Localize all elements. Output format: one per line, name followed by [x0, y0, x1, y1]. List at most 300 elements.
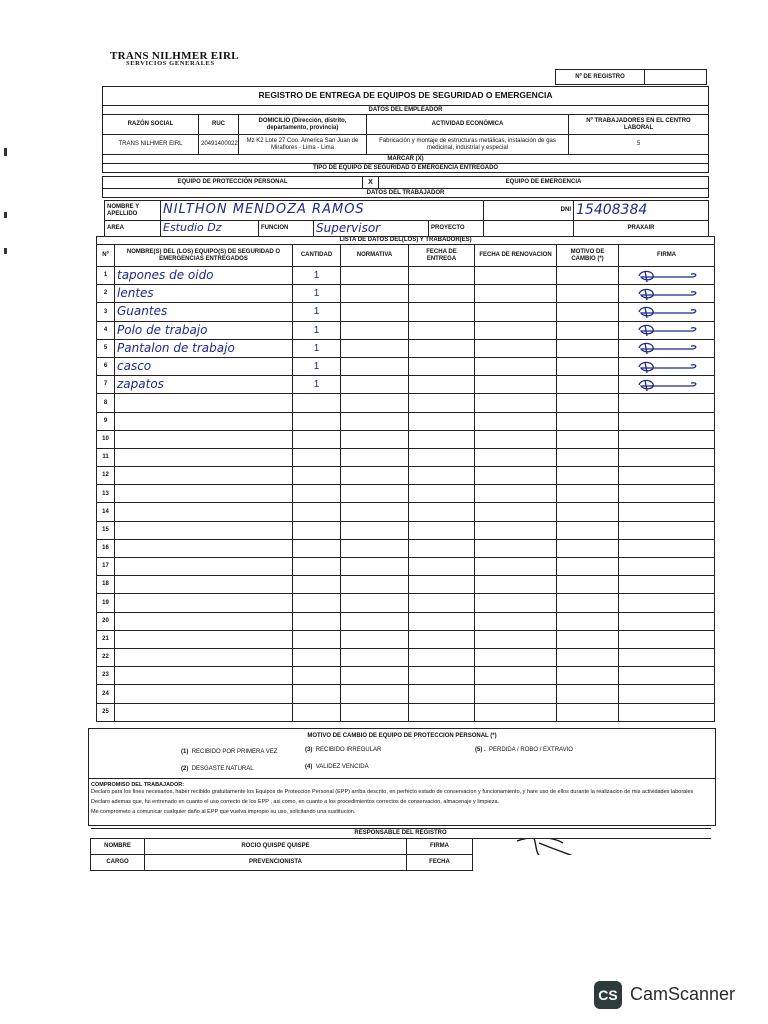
resp-nombre-label: NOMBRE	[91, 839, 145, 855]
resp-fecha-value[interactable]	[473, 855, 711, 871]
row-motivo[interactable]	[557, 357, 619, 375]
tipo-emergencia: EQUIPO DE EMERGENCIA	[379, 177, 709, 189]
row-number: 22	[97, 648, 115, 666]
row-number: 20	[97, 612, 115, 630]
row-cantidad[interactable]: 1	[293, 376, 341, 394]
row-normativa[interactable]	[341, 394, 409, 412]
row-normativa[interactable]	[341, 267, 409, 285]
col-header-normativa: NORMATIVA	[341, 245, 409, 267]
row-fecha-renovacion[interactable]	[475, 612, 557, 630]
row-normativa[interactable]	[341, 285, 409, 303]
row-fecha-entrega[interactable]	[409, 648, 475, 666]
row-fecha-renovacion[interactable]	[475, 376, 557, 394]
row-cantidad[interactable]	[293, 467, 341, 485]
row-fecha-entrega[interactable]	[409, 630, 475, 648]
row-cantidad[interactable]	[293, 539, 341, 557]
table-row	[97, 303, 715, 321]
row-fecha-entrega[interactable]	[409, 539, 475, 557]
row-fecha-renovacion[interactable]	[475, 648, 557, 666]
row-fecha-entrega[interactable]	[409, 594, 475, 612]
table-row	[97, 448, 715, 466]
row-equipo[interactable]: lentes	[115, 285, 293, 303]
razon-header: RAZÓN SOCIAL	[103, 115, 199, 135]
row-motivo[interactable]	[557, 576, 619, 594]
motivo-box	[88, 728, 716, 779]
table-row	[97, 703, 715, 721]
row-fecha-entrega[interactable]	[409, 485, 475, 503]
table-row	[97, 357, 715, 375]
row-equipo[interactable]	[115, 612, 293, 630]
row-fecha-renovacion[interactable]	[475, 285, 557, 303]
area-label: AREA	[105, 221, 161, 237]
resp-firma-label: FIRMA	[407, 839, 473, 855]
row-fecha-entrega[interactable]	[409, 285, 475, 303]
row-fecha-renovacion[interactable]	[475, 703, 557, 721]
row-fecha-renovacion[interactable]	[475, 448, 557, 466]
row-number: 9	[97, 412, 115, 430]
row-motivo[interactable]	[557, 376, 619, 394]
row-motivo[interactable]	[557, 594, 619, 612]
row-normativa[interactable]	[341, 430, 409, 448]
col-header-fecha-entrega: FECHA DE ENTREGA	[409, 245, 475, 267]
company-subtitle: SERVICIOS GENERALES	[126, 60, 215, 67]
row-normativa[interactable]	[341, 648, 409, 666]
row-cantidad[interactable]	[293, 521, 341, 539]
row-firma[interactable]	[619, 285, 715, 303]
row-fecha-renovacion[interactable]	[475, 357, 557, 375]
row-fecha-entrega[interactable]	[409, 612, 475, 630]
signature-icon	[635, 378, 699, 392]
empleador-section: DATOS DEL EMPLEADOR	[103, 106, 709, 115]
row-normativa[interactable]	[341, 521, 409, 539]
row-fecha-renovacion[interactable]	[475, 630, 557, 648]
signature-icon	[635, 341, 699, 355]
domicilio-value: Mz K2 Lote 27 Coo. America San Juan de Miraflores - Lima - Lima	[239, 135, 367, 155]
row-number: 18	[97, 576, 115, 594]
proyecto-value: PRAXAIR	[574, 221, 709, 237]
row-firma[interactable]	[619, 667, 715, 685]
row-normativa[interactable]	[341, 594, 409, 612]
row-normativa[interactable]	[341, 667, 409, 685]
row-firma[interactable]	[619, 412, 715, 430]
row-fecha-renovacion[interactable]	[475, 667, 557, 685]
row-fecha-entrega[interactable]	[409, 321, 475, 339]
row-motivo[interactable]	[557, 703, 619, 721]
row-cantidad[interactable]	[293, 558, 341, 576]
ruc-header: RUC	[199, 115, 239, 135]
row-number: 21	[97, 630, 115, 648]
row-firma[interactable]	[619, 467, 715, 485]
table-row	[97, 648, 715, 666]
signature-icon	[635, 287, 699, 301]
table-row	[97, 285, 715, 303]
resp-cargo-value: PREVENCIONISTA	[145, 855, 407, 871]
registro-value[interactable]	[645, 70, 706, 84]
table-row	[97, 594, 715, 612]
row-firma[interactable]	[619, 685, 715, 703]
row-equipo[interactable]: Pantalon de trabajo	[115, 339, 293, 357]
row-normativa[interactable]	[341, 703, 409, 721]
row-fecha-renovacion[interactable]	[475, 594, 557, 612]
row-number: 3	[97, 303, 115, 321]
tipo-section: TIPO DE EQUIPO DE SEGURIDAD O EMERGENCIA ENTREGADO	[103, 164, 709, 173]
row-firma[interactable]	[619, 394, 715, 412]
row-equipo[interactable]	[115, 503, 293, 521]
signature-icon	[513, 839, 633, 855]
compromiso-box	[88, 778, 716, 826]
row-motivo[interactable]	[557, 412, 619, 430]
signature-icon	[635, 269, 699, 283]
row-fecha-renovacion[interactable]	[475, 321, 557, 339]
col-header-motivo: MOTIVO DE CAMBIO (*)	[557, 245, 619, 267]
row-cantidad[interactable]	[293, 630, 341, 648]
row-equipo[interactable]	[115, 394, 293, 412]
row-firma[interactable]	[619, 303, 715, 321]
row-normativa[interactable]	[341, 485, 409, 503]
motivo-title: MOTIVO DE CAMBIO DE EQUIPO DE PROTECCION PERSONAL (*)	[307, 733, 497, 739]
table-row	[97, 576, 715, 594]
row-fecha-entrega[interactable]	[409, 503, 475, 521]
row-motivo[interactable]	[557, 521, 619, 539]
row-equipo[interactable]	[115, 630, 293, 648]
row-firma[interactable]	[619, 576, 715, 594]
row-motivo[interactable]	[557, 685, 619, 703]
row-cantidad[interactable]	[293, 412, 341, 430]
row-motivo[interactable]	[557, 285, 619, 303]
table-row	[97, 503, 715, 521]
row-motivo[interactable]	[557, 430, 619, 448]
row-firma[interactable]	[619, 612, 715, 630]
row-number: 8	[97, 394, 115, 412]
table-row	[97, 612, 715, 630]
row-firma[interactable]	[619, 430, 715, 448]
table-row	[97, 321, 715, 339]
row-number: 2	[97, 285, 115, 303]
table-row	[97, 267, 715, 285]
row-normativa[interactable]	[341, 303, 409, 321]
row-number: 4	[97, 321, 115, 339]
row-normativa[interactable]	[341, 558, 409, 576]
row-normativa[interactable]	[341, 412, 409, 430]
col-header-firma: FIRMA	[619, 245, 715, 267]
trabajador-section: DATOS DEL TRABAJADOR	[103, 189, 709, 198]
row-fecha-entrega[interactable]	[409, 339, 475, 357]
resp-cargo-label: CARGO	[91, 855, 145, 871]
row-motivo[interactable]	[557, 321, 619, 339]
row-normativa[interactable]	[341, 376, 409, 394]
row-fecha-entrega[interactable]	[409, 576, 475, 594]
row-equipo[interactable]	[115, 467, 293, 485]
actividad-header: ACTIVIDAD ECONÓMICA	[367, 115, 569, 135]
row-firma[interactable]	[619, 558, 715, 576]
lista-section: LISTA DE DATOS DEL(LOS) Y TRABADOR(ES)	[97, 237, 715, 245]
row-fecha-entrega[interactable]	[409, 558, 475, 576]
table-row	[97, 467, 715, 485]
row-motivo[interactable]	[557, 303, 619, 321]
responsable-table	[90, 828, 711, 871]
row-fecha-entrega[interactable]	[409, 448, 475, 466]
row-cantidad[interactable]	[293, 503, 341, 521]
row-cantidad[interactable]	[293, 430, 341, 448]
row-firma[interactable]	[619, 376, 715, 394]
row-number: 24	[97, 685, 115, 703]
col-header-cantidad: CANTIDAD	[293, 245, 341, 267]
row-normativa[interactable]	[341, 685, 409, 703]
row-firma[interactable]	[619, 521, 715, 539]
row-cantidad[interactable]	[293, 612, 341, 630]
row-fecha-entrega[interactable]	[409, 394, 475, 412]
table-row	[97, 539, 715, 557]
row-firma[interactable]	[619, 630, 715, 648]
resp-firma-value[interactable]	[473, 839, 711, 855]
row-motivo[interactable]	[557, 267, 619, 285]
table-row	[97, 339, 715, 357]
row-fecha-renovacion[interactable]	[475, 558, 557, 576]
motivo-option-2: (2) DESGASTE NATURAL	[181, 766, 254, 772]
items-table	[96, 236, 715, 722]
row-fecha-entrega[interactable]	[409, 685, 475, 703]
row-cantidad[interactable]	[293, 648, 341, 666]
row-motivo[interactable]	[557, 539, 619, 557]
compromiso-p2: Declaro ademas que, fui entrenado en cuanto el uso correcto de los EPP , asi como, en cuanto a los procedimientos correctos de conservacion, almacenaje y limpieza.	[91, 798, 500, 805]
row-fecha-entrega[interactable]	[409, 303, 475, 321]
motivo-option-1: (1) RECIBIDO POR PRIMERA VEZ	[181, 749, 278, 755]
row-equipo[interactable]	[115, 648, 293, 666]
domicilio-header: DOMICILIO (Dirección, distrito, departamento, provincia)	[239, 115, 367, 135]
area-value[interactable]: Estudio Dz	[161, 221, 259, 237]
registro-label: Nº DE REGISTRO	[556, 70, 645, 84]
row-cantidad[interactable]: 1	[293, 285, 341, 303]
row-fecha-renovacion[interactable]	[475, 412, 557, 430]
row-cantidad[interactable]: 1	[293, 321, 341, 339]
tipo-mark[interactable]: X	[363, 177, 379, 189]
table-row	[97, 685, 715, 703]
row-number: 13	[97, 485, 115, 503]
row-number: 12	[97, 467, 115, 485]
row-firma[interactable]	[619, 485, 715, 503]
row-normativa[interactable]	[341, 612, 409, 630]
row-motivo[interactable]	[557, 394, 619, 412]
proyecto-label: PROYECTO	[429, 221, 484, 237]
row-firma[interactable]	[619, 539, 715, 557]
row-equipo[interactable]	[115, 576, 293, 594]
funcion-label: FUNCION	[259, 221, 314, 237]
dni-value[interactable]: 15408384	[574, 201, 709, 221]
row-fecha-entrega[interactable]	[409, 703, 475, 721]
row-equipo[interactable]	[115, 558, 293, 576]
row-cantidad[interactable]	[293, 703, 341, 721]
row-number: 11	[97, 448, 115, 466]
header-form	[102, 86, 709, 173]
registro-box	[555, 69, 707, 85]
row-equipo[interactable]	[115, 412, 293, 430]
row-cantidad[interactable]	[293, 576, 341, 594]
row-normativa[interactable]	[341, 539, 409, 557]
row-motivo[interactable]	[557, 448, 619, 466]
row-cantidad[interactable]	[293, 685, 341, 703]
compromiso-p3: Me comprometo a comunicar cualquier daño al EPP que vuelva impropio su uso, solicitando una sustitucion.	[91, 808, 356, 815]
row-firma[interactable]	[619, 648, 715, 666]
row-normativa[interactable]	[341, 576, 409, 594]
motivo-option-5: (5) . PERDIDA / ROBO / EXTRAVIO	[475, 747, 573, 753]
camscanner-logo-icon: CS	[594, 981, 622, 1009]
row-equipo[interactable]	[115, 667, 293, 685]
row-number: 25	[97, 703, 115, 721]
row-motivo[interactable]	[557, 485, 619, 503]
row-equipo[interactable]	[115, 685, 293, 703]
row-number: 5	[97, 339, 115, 357]
col-header-equipo: NOMBRE(S) DEL (LOS) EQUIPO(S) DE SEGURIDAD O EMERGENCIAS ENTREGADOS	[115, 245, 293, 267]
row-number: 14	[97, 503, 115, 521]
row-number: 15	[97, 521, 115, 539]
row-firma[interactable]	[619, 339, 715, 357]
row-equipo[interactable]	[115, 521, 293, 539]
signature-icon	[635, 360, 699, 374]
row-normativa[interactable]	[341, 467, 409, 485]
marcar-label: MARCAR (X)	[103, 155, 709, 164]
row-motivo[interactable]	[557, 648, 619, 666]
row-firma[interactable]	[619, 321, 715, 339]
col-header-fecha-renovacion: FECHA DE RENOVACION	[475, 245, 557, 267]
row-normativa[interactable]	[341, 357, 409, 375]
camscanner-text: CamScanner	[630, 984, 736, 1004]
signature-icon	[635, 323, 699, 337]
row-normativa[interactable]	[341, 339, 409, 357]
table-row	[97, 394, 715, 412]
row-fecha-entrega[interactable]	[409, 467, 475, 485]
row-fecha-renovacion[interactable]	[475, 485, 557, 503]
row-fecha-renovacion[interactable]	[475, 467, 557, 485]
table-row	[97, 558, 715, 576]
table-row	[97, 485, 715, 503]
row-cantidad[interactable]	[293, 485, 341, 503]
row-fecha-renovacion[interactable]	[475, 339, 557, 357]
row-firma[interactable]	[619, 448, 715, 466]
row-number: 1	[97, 267, 115, 285]
row-cantidad[interactable]	[293, 667, 341, 685]
row-fecha-renovacion[interactable]	[475, 685, 557, 703]
signature-icon	[635, 305, 699, 319]
responsable-section: RESPONSABLE DEL REGISTRO	[91, 829, 711, 839]
compromiso-title: COMPROMISO DEL TRABAJADOR:	[91, 782, 185, 788]
row-normativa[interactable]	[341, 321, 409, 339]
row-firma[interactable]	[619, 503, 715, 521]
dni-label: DNI	[484, 201, 574, 221]
row-fecha-renovacion[interactable]	[475, 267, 557, 285]
resp-nombre-value: ROCIO QUISPE QUISPE	[145, 839, 407, 855]
row-equipo[interactable]: casco	[115, 357, 293, 375]
funcion-value[interactable]: Supervisor	[314, 221, 429, 237]
row-normativa[interactable]	[341, 448, 409, 466]
nombre-label: NOMBRE Y APELLIDO	[105, 201, 161, 221]
resp-fecha-label: FECHA	[407, 855, 473, 871]
row-fecha-renovacion[interactable]	[475, 521, 557, 539]
row-cantidad[interactable]: 1	[293, 267, 341, 285]
row-fecha-entrega[interactable]	[409, 430, 475, 448]
razon-value: TRANS NILHMER EIRL	[103, 135, 199, 155]
row-fecha-renovacion[interactable]	[475, 430, 557, 448]
compromiso-p1: Declaro para los fines necesarios, haber recibido gratuitamente los Equipos de Proteccion Personal (EPP) arriba descrito, en perfecto estado de conservacion y funcionamiento, y hare uso de ellos durante la realizacion de mis actividades laborales	[91, 788, 694, 795]
row-number: 17	[97, 558, 115, 576]
row-cantidad[interactable]	[293, 448, 341, 466]
row-normativa[interactable]	[341, 630, 409, 648]
row-equipo[interactable]: tapones de oido	[115, 267, 293, 285]
row-fecha-renovacion[interactable]	[475, 539, 557, 557]
row-motivo[interactable]	[557, 339, 619, 357]
row-equipo[interactable]	[115, 430, 293, 448]
row-motivo[interactable]	[557, 467, 619, 485]
row-equipo[interactable]	[115, 448, 293, 466]
row-fecha-renovacion[interactable]	[475, 576, 557, 594]
row-number: 6	[97, 357, 115, 375]
company-name: TRANS NILHMER EIRL SERVICIOS GENERALES	[110, 50, 239, 67]
row-equipo[interactable]	[115, 485, 293, 503]
row-equipo[interactable]	[115, 539, 293, 557]
row-fecha-entrega[interactable]	[409, 412, 475, 430]
row-equipo[interactable]: zapatos	[115, 376, 293, 394]
row-number: 16	[97, 539, 115, 557]
row-motivo[interactable]	[557, 503, 619, 521]
row-equipo[interactable]: Guantes	[115, 303, 293, 321]
row-motivo[interactable]	[557, 558, 619, 576]
row-cantidad[interactable]: 1	[293, 357, 341, 375]
nombre-value[interactable]: NILTHON MENDOZA RAMOS	[161, 201, 484, 221]
row-fecha-entrega[interactable]	[409, 357, 475, 375]
row-fecha-renovacion[interactable]	[475, 303, 557, 321]
trabajador-block	[104, 200, 709, 237]
row-motivo[interactable]	[557, 667, 619, 685]
row-equipo[interactable]	[115, 594, 293, 612]
row-fecha-entrega[interactable]	[409, 267, 475, 285]
row-firma[interactable]	[619, 594, 715, 612]
ruc-value: 20491400022	[199, 135, 239, 155]
row-normativa[interactable]	[341, 503, 409, 521]
row-fecha-entrega[interactable]	[409, 667, 475, 685]
table-row	[97, 521, 715, 539]
trabajadores-header: Nº TRABAJADORES EN EL CENTRO LABORAL	[569, 115, 709, 135]
row-equipo[interactable]: Polo de trabajo	[115, 321, 293, 339]
table-row	[97, 667, 715, 685]
col-header-n: Nº	[97, 245, 115, 267]
motivo-option-4: (4) VALIDEZ VENCIDA	[305, 764, 369, 770]
table-row	[97, 630, 715, 648]
row-cantidad[interactable]: 1	[293, 339, 341, 357]
row-cantidad[interactable]: 1	[293, 303, 341, 321]
row-equipo[interactable]	[115, 703, 293, 721]
row-number: 19	[97, 594, 115, 612]
row-fecha-entrega[interactable]	[409, 376, 475, 394]
table-row	[97, 412, 715, 430]
row-fecha-renovacion[interactable]	[475, 394, 557, 412]
row-firma[interactable]	[619, 357, 715, 375]
row-fecha-renovacion[interactable]	[475, 503, 557, 521]
motivo-option-3: (3) RECIBIDO IRREGULAR	[305, 747, 382, 753]
form-title: REGISTRO DE ENTREGA DE EQUIPOS DE SEGURIDAD O EMERGENCIA	[103, 87, 709, 106]
row-cantidad[interactable]	[293, 594, 341, 612]
row-firma[interactable]	[619, 267, 715, 285]
row-number: 7	[97, 376, 115, 394]
row-fecha-entrega[interactable]	[409, 521, 475, 539]
row-motivo[interactable]	[557, 630, 619, 648]
table-row	[97, 430, 715, 448]
actividad-value: Fabricación y montaje de estructuras metálicas, instalación de gas medicinal, industrial y especial	[367, 135, 569, 155]
row-firma[interactable]	[619, 703, 715, 721]
row-motivo[interactable]	[557, 612, 619, 630]
tipo-equipo-row	[102, 176, 709, 198]
row-number: 23	[97, 667, 115, 685]
row-cantidad[interactable]	[293, 394, 341, 412]
row-number: 10	[97, 430, 115, 448]
